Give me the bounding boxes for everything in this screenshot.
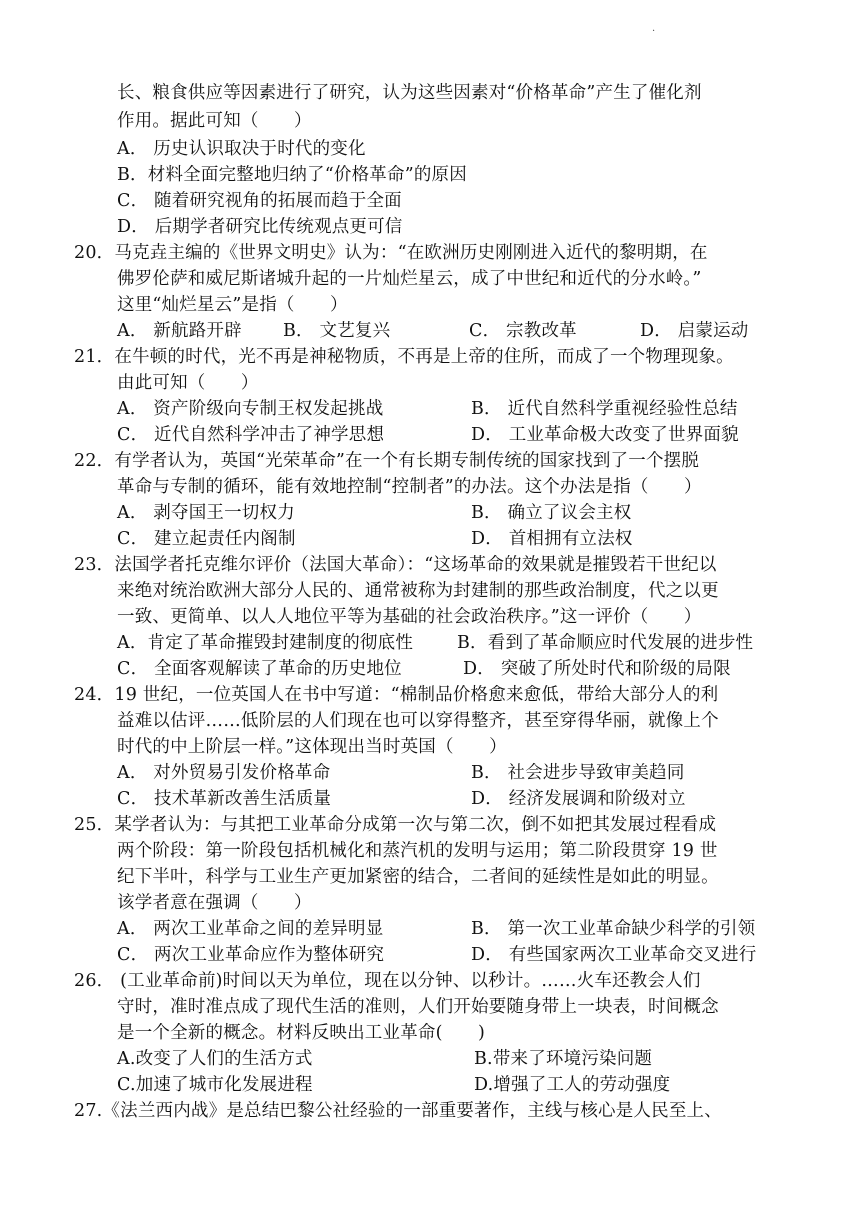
q21-option-d: D． 工业革命极大改变了世界面貌 [471, 425, 739, 445]
q23-option-a: A．肯定了革命摧毁封建制度的彻底性 [117, 633, 414, 653]
q26-option-c: C.加速了城市化发展进程 [117, 1075, 313, 1095]
q20-stem-line: 20．马克垚主编的《世界文明史》认为：“在欧洲历史刚刚进入近代的黎明期，在 [74, 243, 708, 263]
q25-stem-line: 两个阶段：第一阶段包括机械化和蒸汽机的发明与运用；第二阶段贯穿 19 世 [117, 841, 718, 861]
q24-option-c: C． 技术革新改善生活质量 [117, 789, 332, 809]
q24-option-a: A． 对外贸易引发价格革命 [117, 763, 331, 783]
q19-option-a: A． 历史认识取决于时代的变化 [117, 139, 366, 159]
q24-stem-line: 时代的中上阶层一样。”这体现出当时英国（ ） [117, 737, 507, 757]
q25-stem-line: 该学者意在强调（ ） [117, 893, 312, 913]
page-mark: · [652, 26, 656, 37]
q22-option-b: B． 确立了议会主权 [471, 503, 632, 523]
q26-stem-line: 是一个全新的概念。材料反映出工业革命( ) [117, 1023, 486, 1043]
q25-option-c: C． 两次工业革命应作为整体研究 [117, 945, 385, 965]
q25-stem-line: 25．某学者认为：与其把工业革命分成第一次与第二次，倒不如把其发展过程看成 [74, 815, 717, 835]
q26-stem-line: 26． (工业革命前)时间以天为单位，现在以分钟、以秒计。……火车还教会人们 [74, 971, 701, 991]
q21-option-c: C． 近代自然科学冲击了神学思想 [117, 425, 385, 445]
q21-stem-line: 由此可知（ ） [117, 373, 259, 393]
q23-stem-line: 一致、更简单、以人人地位平等为基础的社会政治秩序。”这一评价（ ） [117, 607, 702, 627]
q19-option-c: C． 随着研究视角的拓展而趋于全面 [117, 191, 402, 211]
q26-option-b: B.带来了环境污染问题 [474, 1049, 653, 1069]
q22-option-d: D． 首相拥有立法权 [471, 529, 633, 549]
q23-stem-line: 23．法国学者托克维尔评价（法国大革命）：“这场革命的效果就是摧毁若干世纪以 [74, 555, 717, 575]
q23-stem-line: 来绝对统治欧洲大部分人民的、通常被称为封建制的那些政治制度，代之以更 [117, 581, 719, 601]
q22-option-c: C． 建立起责任内阁制 [117, 529, 296, 549]
q24-option-d: D． 经济发展调和阶级对立 [471, 789, 686, 809]
q26-stem-line: 守时，准时准点成了现代生活的准则，人们开始要随身带上一块表，时间概念 [117, 997, 719, 1017]
q22-stem-line: 革命与专制的循环，能有效地控制“控制者”的办法。这个办法是指（ ） [117, 477, 702, 497]
q21-stem-line: 21．在牛顿的时代，光不再是神秘物质，不再是上帝的住所，而成了一个物理现象。 [74, 347, 734, 367]
q19-option-b: B．材料全面完整地归纳了“价格革命”的原因 [117, 165, 467, 185]
q26-option-d: D.增强了工人的劳动强度 [474, 1075, 671, 1095]
q24-stem-line: 益难以估评……低阶层的人们现在也可以穿得整齐，甚至穿得华丽，就像上个 [117, 711, 719, 731]
q19-stem-line: 长、粮食供应等因素进行了研究，认为这些因素对“价格革命”产生了催化剂 [117, 83, 702, 103]
q25-option-d: D． 有些国家两次工业革命交叉进行 [471, 945, 757, 965]
q25-stem-line: 纪下半叶，科学与工业生产更加紧密的结合，二者间的延续性是如此的明显。 [117, 867, 719, 887]
q20-stem-line: 佛罗伦萨和威尼斯诸城升起的一片灿烂星云，成了中世纪和近代的分水岭。” [117, 269, 702, 289]
q26-option-a: A.改变了人们的生活方式 [117, 1049, 313, 1069]
q21-option-a: A． 资产阶级向专制王权发起挑战 [117, 399, 384, 419]
q24-stem-line: 24．19 世纪，一位英国人在书中写道：“棉制品价格愈来愈低，带给大部分人的利 [74, 685, 719, 705]
q24-option-b: B． 社会进步导致审美趋同 [471, 763, 685, 783]
q23-option-b: B．看到了革命顺应时代发展的进步性 [457, 633, 754, 653]
q20-option-a: A． 新航路开辟 [117, 321, 242, 341]
q20-option-d: D． 启蒙运动 [640, 321, 749, 341]
q23-option-c: C． 全面客观解读了革命的历史地位 [117, 659, 402, 679]
q22-stem-line: 22．有学者认为，英国“光荣革命”在一个有长期专制传统的国家找到了一个摆脱 [74, 451, 700, 471]
q23-option-d: D． 突破了所处时代和阶级的局限 [463, 659, 731, 679]
q25-option-a: A． 两次工业革命之间的差异明显 [117, 919, 384, 939]
q27-stem-line: 27.《法兰西内战》是总结巴黎公社经验的一部重要著作，主线与核心是人民至上、 [74, 1101, 722, 1121]
q20-option-c: C． 宗教改革 [469, 321, 577, 341]
q19-stem-line: 作用。据此可知（ ） [117, 111, 312, 131]
q22-option-a: A． 剥夺国王一切权力 [117, 503, 295, 523]
q25-option-b: B． 第一次工业革命缺少科学的引领 [471, 919, 756, 939]
q20-option-b: B． 文艺复兴 [283, 321, 391, 341]
q21-option-b: B． 近代自然科学重视经验性总结 [471, 399, 738, 419]
q19-option-d: D． 后期学者研究比传统观点更可信 [117, 217, 403, 237]
q20-stem-line: 这里“灿烂星云”是指（ ） [117, 295, 348, 315]
